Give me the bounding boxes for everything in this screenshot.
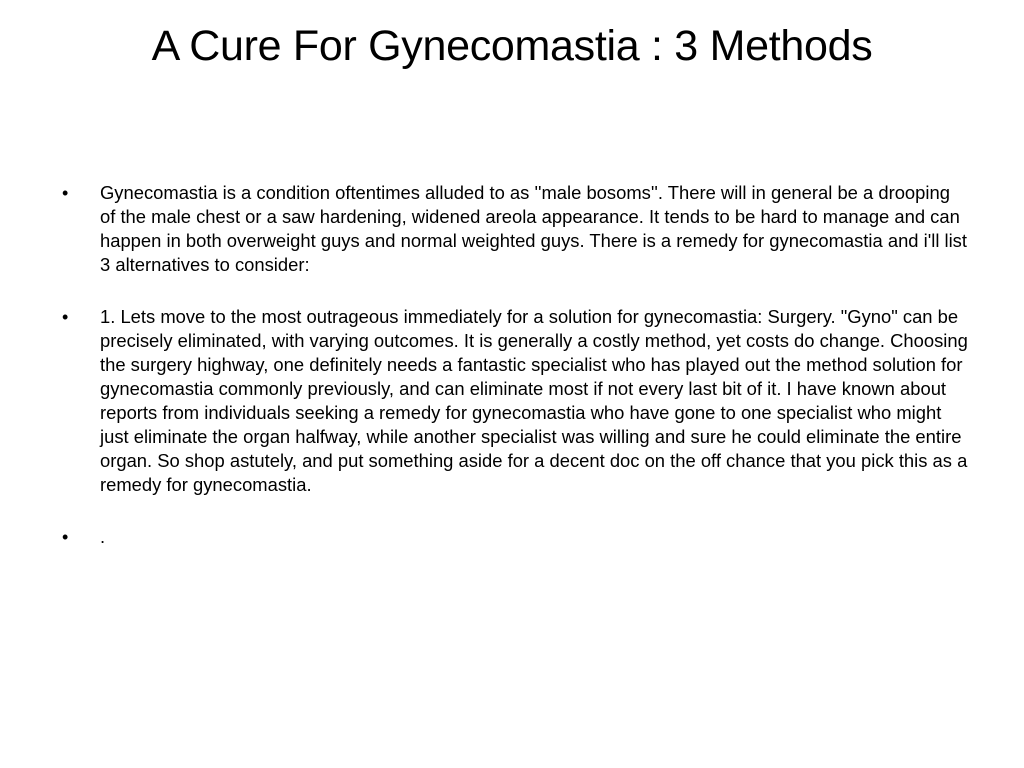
bullet-icon: • (62, 307, 69, 327)
bullet-list (60, 181, 968, 577)
bullet-icon: • (62, 183, 69, 203)
list-item (60, 181, 968, 277)
bullet-text: 1. Lets move to the most outrageous immediately for a solution for gynecomastia: Surgery. "Gyno" can be precisely eliminated, with varying outcomes. It is generally a costly method, yet costs do change. Choosing the surgery highway, one definitely needs a fantastic specialist who has played out the method solution for gynecomastia commonly previously, and can eliminate most if not every last bit of it. I have known about reports from individuals seeking a remedy for gynecomastia who have gone to one specialist who might just eliminate the organ halfway, while another specialist was willing and sure he could eliminate the entire organ. So shop astutely, and put something aside for a decent doc on the off chance that you pick this as a remedy for gynecomastia. (100, 306, 968, 495)
list-item (60, 305, 968, 497)
slide-title: A Cure For Gynecomastia : 3 Methods (151, 22, 873, 70)
list-item (60, 525, 968, 549)
bullet-text: Gynecomastia is a condition oftentimes alluded to as ''male bosoms''. There will in general be a drooping of the male chest or a saw hardening, widened areola appearance. It tends to be hard to manage and can happen in both overweight guys and normal weighted guys. There is a remedy for gynecomastia and i'll list 3 alternatives to consider: (100, 182, 967, 275)
bullet-icon: • (62, 527, 69, 547)
bullet-text: . (100, 526, 106, 547)
